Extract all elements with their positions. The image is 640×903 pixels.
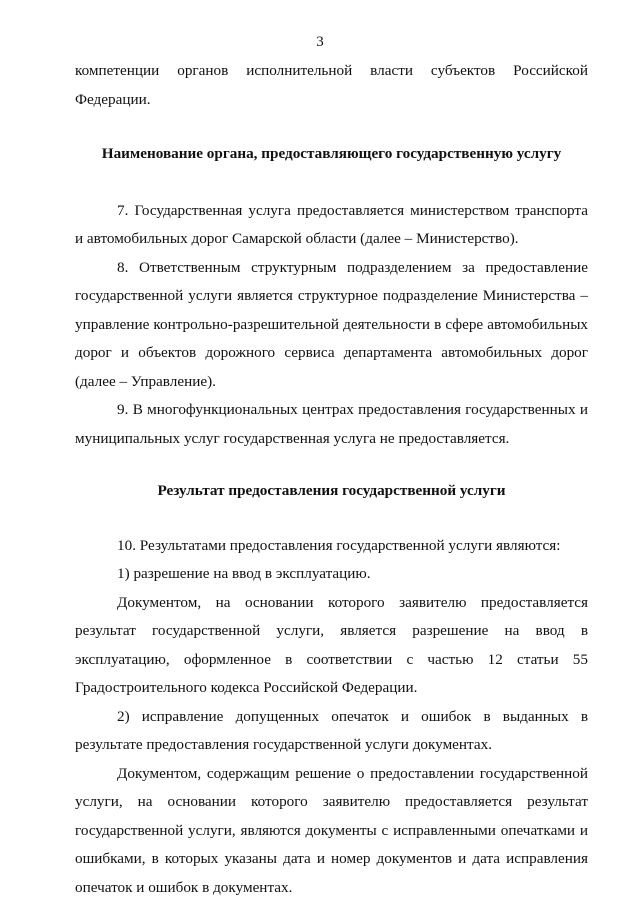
paragraph-9: 9. В многофункциональных центрах предоставления государственных и муниципальных услуг государственная услуга не предоставляется.	[75, 401, 588, 447]
section-heading-authority: Наименование органа, предоставляющего государственную услугу	[101, 145, 562, 162]
paragraph-7: 7. Государственная услуга предоставляется министерством транспорта и автомобильных дорог Самарской области (далее – Министерство).	[75, 201, 588, 247]
section-heading-result: Результат предоставления государственной услуги	[157, 482, 506, 499]
paragraph-10: 10. Результатами предоставления государственной услуги являются:	[117, 536, 561, 554]
paragraph-10-item-1-document: Документом, на основании которого заявителю предоставляется результат государственной услуги, является разрешение на ввод в эксплуатацию, оформленное в соответствии с частью 12 статьи 55 Градостроительного кодекса Российской Федерации.	[75, 593, 588, 696]
paragraph-10-item-2-document: Документом, содержащим решение о предоставлении государственной услуги, на основании которого заявителю предоставляется результат государственной услуги, являются документы с исправленными опечатками и ошибками, в которых указаны дата и номер документов и дата исправления опечаток и ошибок в документах.	[75, 764, 588, 896]
paragraph-10-item-2: 2) исправление допущенных опечаток и ошибок в выданных в результате предоставления государственной услуги документах.	[75, 707, 588, 753]
spacer	[75, 506, 588, 532]
intro-paragraph: компетенции органов исполнительной власти субъектов Российской Федерации.	[75, 62, 588, 108]
spacer	[75, 114, 588, 140]
document-body	[75, 57, 588, 902]
spacer	[75, 453, 588, 477]
page-number: 3	[316, 34, 324, 50]
paragraph-8: 8. Ответственным структурным подразделением за предоставление государственной услуги является структурное подразделение Министерства – управление контрольно-разрешительной деятельности в сфере автомобильных дорог и объектов дорожного сервиса департамента автомобильных дорог (далее – Управление).	[75, 258, 588, 390]
spacer	[75, 169, 588, 197]
paragraph-10-item-1: 1) разрешение на ввод в эксплуатацию.	[117, 565, 371, 582]
